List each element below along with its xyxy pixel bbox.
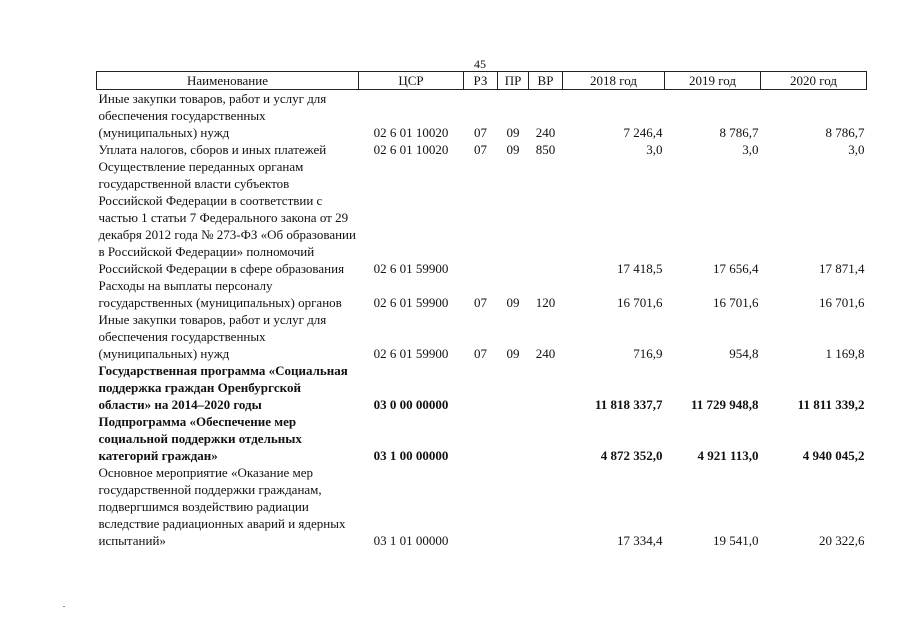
row-csr: 02 6 01 59900 <box>373 346 449 361</box>
row-name: Уплата налогов, сборов и иных платежей <box>98 142 327 157</box>
row-rz: 07 <box>474 125 487 140</box>
row-2019: 8 786,7 <box>719 125 759 140</box>
header-vr: ВР <box>529 72 563 90</box>
row-pr <box>498 362 529 413</box>
row-2018: 11 818 337,7 <box>594 397 663 412</box>
row-csr: 02 6 01 10020 <box>373 125 449 140</box>
table-row <box>97 141 867 158</box>
table-row <box>97 90 867 142</box>
row-2019: 16 701,6 <box>713 295 759 310</box>
table-row <box>97 311 867 362</box>
row-2018: 16 701,6 <box>617 295 663 310</box>
row-pr: 09 <box>506 346 520 361</box>
page-number: 45 <box>474 57 486 71</box>
row-2019: 954,8 <box>729 346 759 361</box>
row-csr: 03 1 01 00000 <box>373 533 449 548</box>
row-2020: 1 169,8 <box>825 346 865 361</box>
row-name: Расходы на выплаты персоналу государственных (муниципальных) органов <box>98 278 342 310</box>
row-2018: 17 418,5 <box>617 261 663 276</box>
row-2020: 3,0 <box>848 142 865 157</box>
table-row <box>97 464 867 549</box>
row-2020: 16 701,6 <box>819 295 865 310</box>
row-rz: 07 <box>474 295 487 310</box>
row-vr: 240 <box>535 125 556 140</box>
row-vr <box>529 362 563 413</box>
row-2020: 11 811 339,2 <box>797 397 865 412</box>
row-2018: 7 246,4 <box>623 125 663 140</box>
row-vr <box>529 158 563 277</box>
row-2020: 8 786,7 <box>825 125 865 140</box>
row-rz <box>464 413 498 464</box>
row-rz <box>464 362 498 413</box>
table-row <box>97 277 867 311</box>
header-name: Наименование <box>97 72 359 90</box>
table-body <box>97 90 867 550</box>
header-csr: ЦСР <box>359 72 464 90</box>
row-csr: 03 0 00 00000 <box>373 397 449 412</box>
row-rz <box>464 464 498 549</box>
row-pr: 09 <box>506 125 520 140</box>
header-2019: 2019 год <box>665 72 761 90</box>
row-name: Иные закупки товаров, работ и услуг для обеспечения государственных (муниципальных) нужд <box>98 91 327 140</box>
table-row <box>97 158 867 277</box>
row-vr <box>529 413 563 464</box>
row-2019: 17 656,4 <box>713 261 759 276</box>
table-row <box>97 413 867 464</box>
row-name: Основное мероприятие «Оказание мер государственной поддержки гражданам, подвергшимся воздействию радиации вследствие радиационных аварий и ядерных испытаний» <box>98 465 346 548</box>
row-2018: 716,9 <box>633 346 663 361</box>
row-csr: 03 1 00 00000 <box>373 448 449 463</box>
table-row <box>97 362 867 413</box>
header-2020: 2020 год <box>761 72 867 90</box>
row-vr: 120 <box>535 295 556 310</box>
row-pr: 09 <box>506 295 520 310</box>
row-pr: 09 <box>506 142 520 157</box>
header-2018: 2018 год <box>563 72 665 90</box>
row-2020: 17 871,4 <box>819 261 865 276</box>
row-2019: 4 921 113,0 <box>697 448 759 463</box>
row-2019: 11 729 948,8 <box>690 397 759 412</box>
row-2019: 19 541,0 <box>713 533 759 548</box>
row-2020: 20 322,6 <box>819 533 865 548</box>
row-csr: 02 6 01 59900 <box>373 295 449 310</box>
row-name: Иные закупки товаров, работ и услуг для обеспечения государственных (муниципальных) нужд <box>98 312 327 361</box>
row-2019: 3,0 <box>742 142 759 157</box>
row-csr: 02 6 01 59900 <box>373 261 449 276</box>
row-rz: 07 <box>474 142 487 157</box>
row-pr <box>498 464 529 549</box>
row-2018: 4 872 352,0 <box>600 448 663 463</box>
row-rz <box>464 158 498 277</box>
row-vr: 850 <box>535 142 556 157</box>
header-pr: ПР <box>498 72 529 90</box>
row-2018: 17 334,4 <box>617 533 663 548</box>
row-rz: 07 <box>474 346 487 361</box>
row-name: Осуществление переданных органам государственной власти субъектов Российской Федерации в соответствии с частью 1 статьи 7 Федерального закона от 29 декабря 2012 года № 273-ФЗ «Об образовании в Российской Федерации» полномочий Российской Федерации в сфере образования <box>98 159 356 276</box>
row-vr <box>529 464 563 549</box>
row-csr: 02 6 01 10020 <box>373 142 449 157</box>
row-pr <box>498 413 529 464</box>
row-name: Государственная программа «Социальная поддержка граждан Оренбургской области» на 2014–2020 годы <box>98 363 348 412</box>
table-header-row <box>97 72 867 90</box>
scan-dot <box>63 606 65 607</box>
header-rz: РЗ <box>464 72 498 90</box>
row-vr: 240 <box>535 346 556 361</box>
row-2018: 3,0 <box>646 142 663 157</box>
row-pr <box>498 158 529 277</box>
row-name: Подпрограмма «Обеспечение мер социальной поддержки отдельных категорий граждан» <box>98 414 302 463</box>
budget-table <box>96 71 867 549</box>
row-2020: 4 940 045,2 <box>802 448 865 463</box>
